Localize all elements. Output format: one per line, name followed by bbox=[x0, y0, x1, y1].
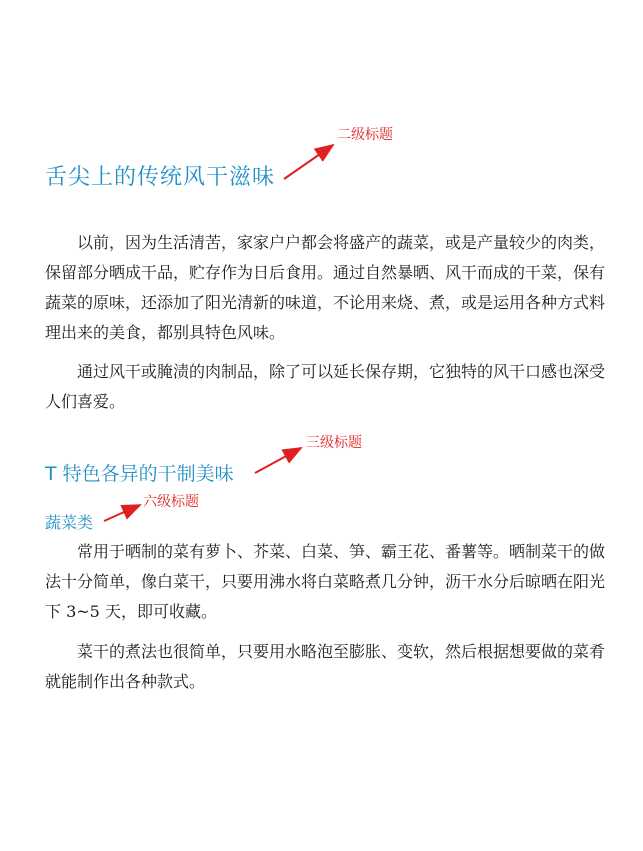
paragraph-4: 菜干的煮法也很简单，只要用水略泡至膨胀、变软，然后根据想要做的菜肴就能制作出各种款式。 bbox=[45, 642, 606, 691]
paragraph-1: 以前，因为生活清苦，家家户户都会将盛产的蔬菜，或是产量较少的肉类，保留部分晒成干品，贮存作为日后食用。通过自然暴晒、风干而成的干菜，保有蔬菜的原味，还添加了阳光清新的味道，不论用来烧、煮，或是运用各种方式料理出来的美食，都别具特色风味。 bbox=[45, 233, 606, 342]
arrow-h3 bbox=[255, 448, 301, 473]
arrow-h6 bbox=[104, 505, 140, 521]
heading-level-6: 蔬菜类 bbox=[45, 513, 94, 532]
paragraph-3: 常用于晒制的菜有萝卜、芥菜、白菜、笋、霸王花、番薯等。晒制菜干的做法十分简单，像白菜干，只要用沸水将白菜略煮几分钟，沥干水分后晾晒在阳光下 3~5 天，即可收藏。 bbox=[45, 542, 606, 621]
annotation-h3-label: 三级标题 bbox=[306, 435, 362, 451]
annotation-h2-label: 二级标题 bbox=[337, 127, 393, 143]
annotation-h6-label: 六级标题 bbox=[143, 494, 199, 510]
arrow-h2 bbox=[284, 145, 333, 179]
heading-level-2: 舌尖上的传统风干滋味 bbox=[45, 165, 276, 190]
heading-level-3: T 特色各异的干制美味 bbox=[45, 463, 234, 485]
paragraph-2: 通过风干或腌渍的肉制品，除了可以延长保存期，它独特的风干口感也深受人们喜爱。 bbox=[45, 362, 606, 411]
